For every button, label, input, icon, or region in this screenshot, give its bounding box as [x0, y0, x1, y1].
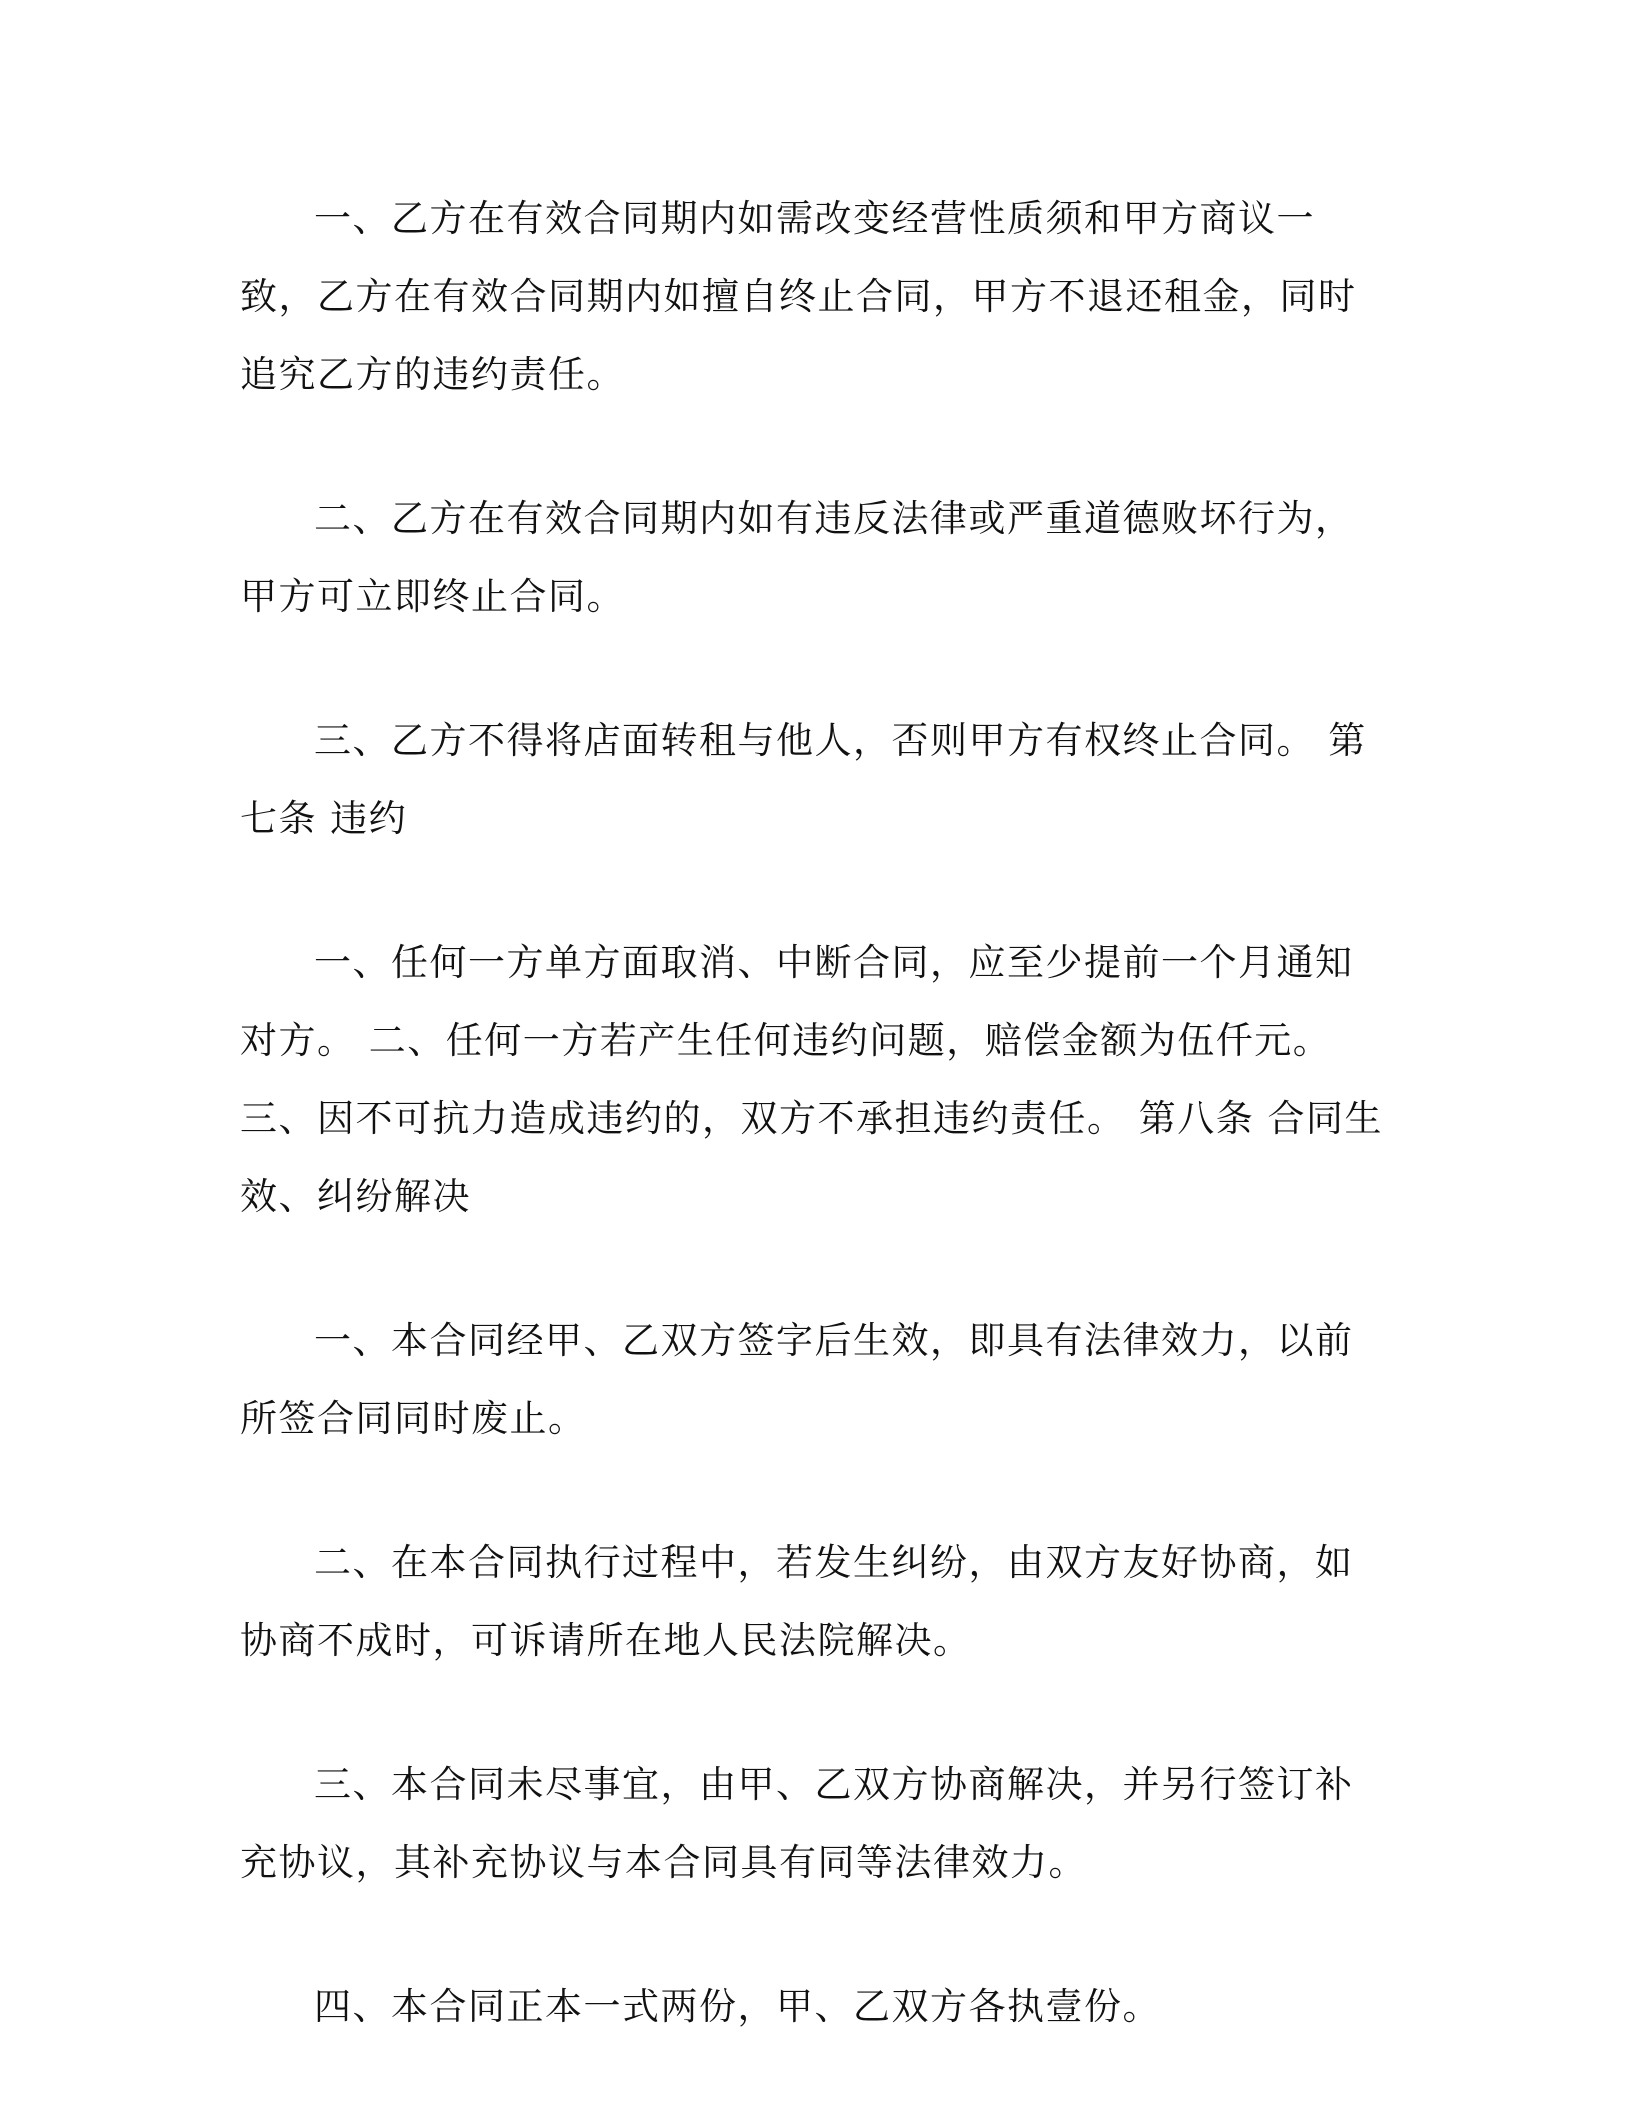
clause-paragraph-2: 二、乙方在有效合同期内如有违反法律或严重道德败坏行为，甲方可立即终止合同。 [240, 497, 1354, 618]
clause-paragraph-4: 一、任何一方单方面取消、中断合同，应至少提前一个月通知对方。 二、任何一方若产生任何违约问题，赔偿金额为伍仟元。 三、因不可抗力造成违约的，双方不承担违约责任。 第八条 合同生效、纠纷解决 [240, 941, 1384, 1218]
clause-paragraph-3: 三、乙方不得将店面转租与他人，否则甲方有权终止合同。 第七条 违约 [240, 719, 1367, 840]
clause-paragraph-5: 一、本合同经甲、乙双方签字后生效，即具有法律效力，以前所签合同同时废止。 [240, 1319, 1354, 1440]
clause-paragraph-8: 四、本合同正本一式两份，甲、乙双方各执壹份。 [314, 1985, 1161, 2028]
clause-paragraph-6: 二、在本合同执行过程中，若发生纠纷，由双方友好协商，如协商不成时，可诉请所在地人民法院解决。 [240, 1541, 1354, 1662]
clause-paragraph-7: 三、本合同未尽事宜，由甲、乙双方协商解决，并另行签订补充协议，其补充协议与本合同具有同等法律效力。 [240, 1763, 1354, 1884]
document-body [240, 180, 1385, 2112]
clause-paragraph-1: 一、乙方在有效合同期内如需改变经营性质须和甲方商议一致，乙方在有效合同期内如擅自终止合同，甲方不退还租金，同时追究乙方的违约责任。 [240, 197, 1357, 396]
